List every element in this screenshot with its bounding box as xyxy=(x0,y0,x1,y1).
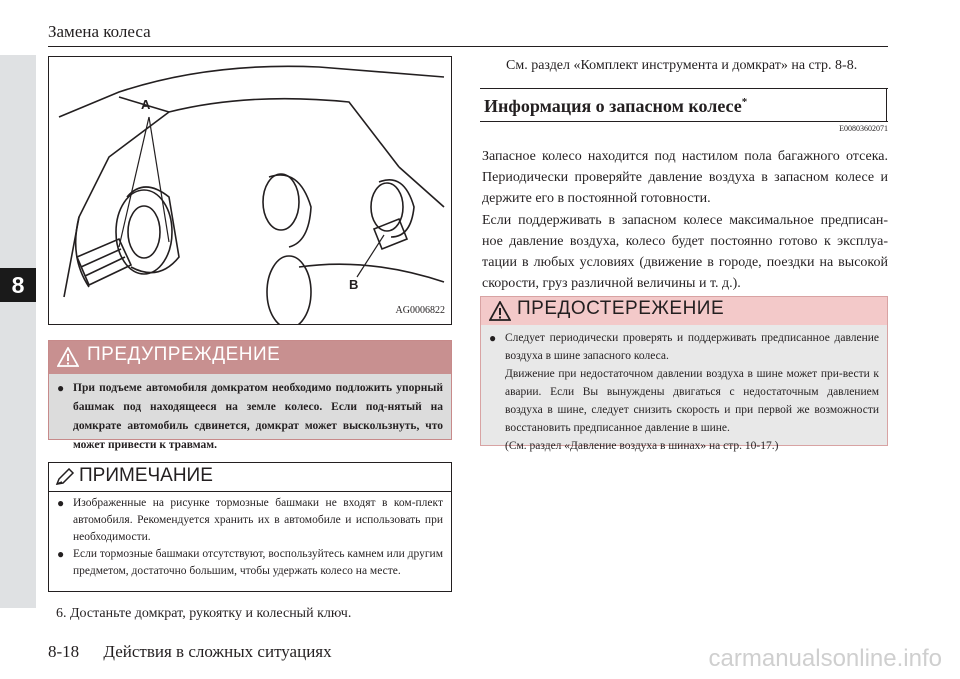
warning-triangle-icon xyxy=(57,347,79,367)
section-code: E00803602071 xyxy=(839,124,888,133)
section-rule-bottom xyxy=(480,121,888,122)
figure-code: AG0006822 xyxy=(395,305,445,316)
warning-text xyxy=(57,379,443,455)
car-jacking-diagram xyxy=(49,57,451,324)
caution-text xyxy=(489,329,879,455)
section-mark: * xyxy=(741,96,748,108)
cross-reference: См. раздел «Комплект инструмента и домкрат» на стр. 8-8. xyxy=(506,58,858,73)
callout-a: A xyxy=(141,97,151,112)
chapter-side-tab xyxy=(0,55,36,608)
list-item xyxy=(57,379,443,455)
section-rule-vertical xyxy=(886,88,887,122)
section-title-text: Информация о запасном колесе xyxy=(484,96,742,116)
warning-triangle-icon xyxy=(489,301,511,321)
watermark: carmanualsonline.info xyxy=(708,645,942,672)
note-title: ПРИМЕЧАНИЕ xyxy=(79,465,213,486)
bullet-icon: ● xyxy=(57,547,65,561)
paragraph-1: Запасное колесо находится под настилом пола багажного отсека. Периодически проверяйте давление воздуха в запасном колесе и держите его в постоянной готовности. xyxy=(482,149,888,206)
callout-b: B xyxy=(349,277,359,292)
step-6-text: 6. Достаньте домкрат, рукоятку и колесный ключ. xyxy=(56,606,352,621)
bullet-icon: ● xyxy=(489,331,497,345)
pencil-icon xyxy=(55,468,75,486)
page-footer xyxy=(48,642,332,662)
chapter-number: 8 xyxy=(0,268,36,302)
list-item xyxy=(57,495,443,546)
warning-title: ПРЕДУПРЕЖДЕНИЕ xyxy=(87,344,281,365)
section-title xyxy=(484,96,747,117)
caution-header xyxy=(481,297,887,325)
note-header xyxy=(49,463,451,492)
note-text xyxy=(57,495,443,580)
bullet-icon: ● xyxy=(57,496,65,510)
bullet-icon: ● xyxy=(57,381,65,395)
paragraph-2: Если поддерживать в запасном колесе максимальное предписан-ное давление воздуха, колесо будет постоянно готово к эксплуа-тации в любых условиях (движение в городе, поездки на высокой скорости, груз различной величины и т. д.). xyxy=(482,213,888,291)
caution-detail: Движение при недостаточном давлении воздуха в шине может при-вести к аварии. Если Вы вынуждены двигаться с недостаточным давлением воздуха в шине, следует снизить скорость и при первой же возможности восстановить предписанное давление в шине. xyxy=(505,368,879,434)
list-item xyxy=(57,546,443,580)
caution-title: ПРЕДОСТЕРЕЖЕНИЕ xyxy=(517,298,725,319)
warning-box xyxy=(48,340,452,451)
page-header-title: Замена колеса xyxy=(48,22,151,41)
caution-reference: (См. раздел «Давление воздуха в шинах» на стр. 10-17.) xyxy=(505,440,779,452)
note-box xyxy=(48,462,452,592)
wheel-chock-illustration xyxy=(48,56,452,325)
caution-box xyxy=(480,296,888,452)
footer-section-title: Действия в сложных ситуациях xyxy=(103,642,332,661)
page-number: 8-18 xyxy=(48,642,80,661)
section-rule-top xyxy=(480,88,888,89)
note-item-text: Если тормозные башмаки отсутствуют, воспользуйтесь камнем или другим предметом, достаточно большим, чтобы удержать колесо на месте. xyxy=(73,548,443,577)
caution-item-text: Следует периодически проверять и поддерживать предписанное давление воздуха в шине запасного колеса. xyxy=(505,332,879,362)
list-item xyxy=(489,329,879,365)
warning-header xyxy=(49,341,451,374)
header-rule xyxy=(48,46,888,47)
note-item-text: Изображенные на рисунке тормозные башмаки не входят в ком-плект автомобиля. Рекомендуется хранить их в автомобиле и использовать при необходимости. xyxy=(73,497,443,543)
warning-item-text: При подъеме автомобиля домкратом необходимо подложить упорный башмак под находящееся на земле колесо. Если под-нятый на домкрате автомобиль сдвинется, домкрат может выскользнуть, что может привести к травмам. xyxy=(73,382,443,451)
